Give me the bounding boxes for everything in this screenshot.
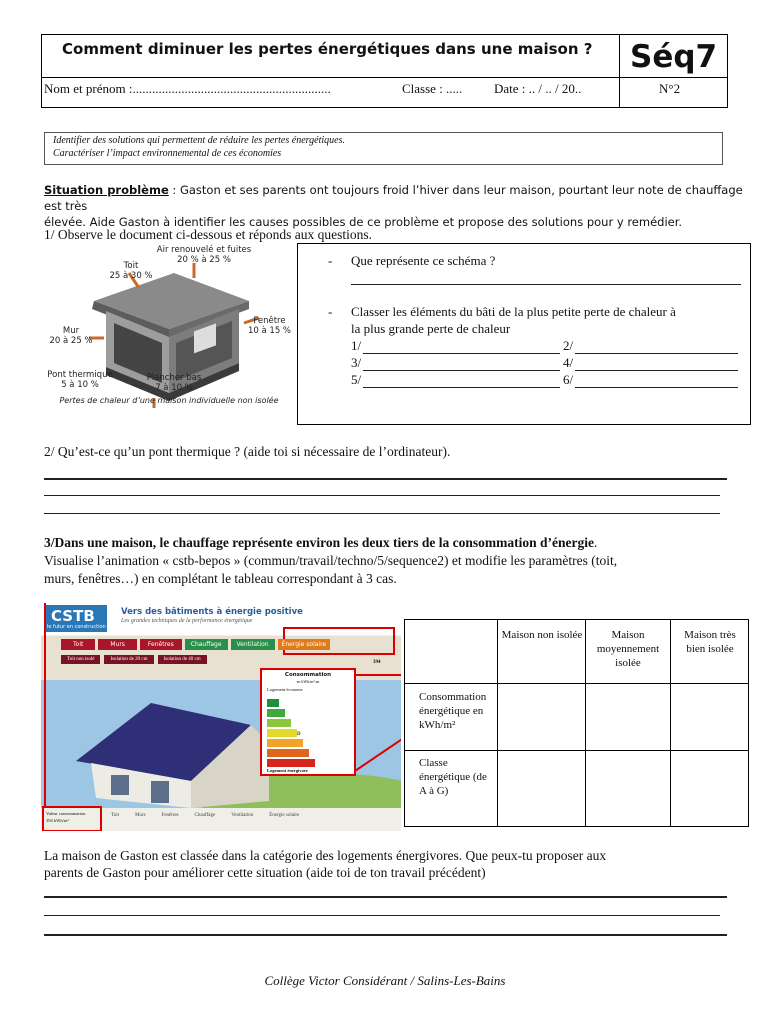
subtab-toit-non-isole[interactable]: Toit non isolé — [61, 655, 100, 664]
col-header-non-isolee: Maison non isolée — [501, 629, 583, 641]
date-field: Date : .. / .. / 20.. — [494, 81, 582, 96]
bullet-question-2: Classer les éléments du bâti de la plus petite perte de chaleur à — [351, 304, 676, 319]
banner-title: Vers des bâtiments à énergie positive — [121, 607, 303, 617]
tab-ventilation[interactable]: Ventilation — [231, 639, 275, 650]
slot-3: 3/ — [351, 355, 362, 370]
air-label: Air renouvelé et fuites 20 % à 25 % — [156, 245, 252, 265]
class-field: Classe : ..... — [402, 81, 463, 96]
cstb-animation-screenshot: CSTB le futur en construction Vers des bâtiments à énergie positive Les grandes techniques de la performance énergétique Toit Murs Fenêtres Chauffage Ventilation Énergie solaire Toit non isolé Isolation de 20 cm Isolation de 40 cm 394 Consommation en kWh/m².an Logement économe A B C D E F G Logement énergivore Valeur consommation 394 kWh/m² Toit Murs Fenêtres Chauffage Ventilation Énergie solaire — [41, 603, 401, 831]
results-table — [404, 619, 749, 827]
question-1-box: - Que représente ce schéma ? - Classer les éléments du bâti de la plus petite perte de chaleur à la plus grande perte de chaleur 1/ 2/ 3/ 4/ 5/ 6/ — [297, 243, 751, 425]
tab-murs[interactable]: Murs — [98, 639, 137, 650]
worksheet-title: Comment diminuer les pertes énergétiques dans une maison ? — [62, 40, 593, 58]
tab-chauffage[interactable]: Chauffage — [185, 639, 228, 650]
objective-1: Identifier des solutions qui permettent de réduire les pertes énergétiques. — [53, 135, 345, 146]
window-label: Fenêtre 10 à 15 % — [247, 316, 292, 336]
cstb-logo: CSTB — [51, 607, 95, 625]
answer-line — [44, 495, 720, 496]
col-header-moyennement-isolee: Maison moyennement isolée — [596, 629, 660, 669]
animation-subtabs — [61, 655, 207, 664]
sequence-label: Séq7 — [630, 39, 718, 75]
slot-1: 1/ — [351, 338, 362, 353]
question-1-heading: 1/ Observe le document ci-dessous et réponds aux questions. — [44, 227, 373, 242]
floor-label: Plancher bas 7 à 10 % — [146, 373, 202, 393]
slot-4: 4/ — [563, 355, 574, 370]
figure-caption: Pertes de chaleur d’une maison individuelle non isolée — [59, 396, 279, 405]
header-table — [41, 34, 728, 108]
tab-fenetres[interactable]: Fenêtres — [140, 639, 182, 650]
answer-line — [44, 934, 727, 936]
bottom-controls: Toit Murs Fenêtres Chauffage Ventilation Énergie solaire — [111, 813, 300, 818]
wall-label: Mur 20 à 25 % — [49, 326, 93, 346]
answer-line — [44, 915, 720, 916]
animation-tabs — [61, 639, 330, 650]
situation-label: Situation problème — [44, 183, 169, 197]
answer-line — [44, 896, 727, 898]
value-readout: 394 — [373, 660, 381, 665]
col-header-tres-bien-isolee: Maison très bien isolée — [684, 629, 736, 655]
subtab-isolation-20[interactable]: Isolation de 20 cm — [104, 655, 153, 664]
screenshot-image — [41, 603, 401, 831]
question-3-text: 3/Dans une maison, le chauffage représente environ les deux tiers de la consommation d’énergie. Visualise l’animation « cstb-bepos » (commun/travail/techno/5/sequence2) et modifie les paramètres (toit, murs, fenêtres…) en complétant le tableau correspondant à 3 cas. — [44, 535, 618, 586]
objectives-box — [44, 132, 723, 165]
energy-classes: A B C D E F G — [279, 702, 319, 767]
bullet-question-1: Que représente ce schéma ? — [351, 253, 496, 268]
question-2-heading: 2/ Qu’est-ce qu’un pont thermique ? (aide toi si nécessaire de l’ordinateur). — [44, 444, 451, 459]
answer-line — [44, 478, 727, 480]
answer-line — [44, 513, 720, 514]
corner-readout: Valeur consommation 394 kWh/m² — [46, 811, 86, 823]
objective-2: Caractériser l’impact environnemental de ces économies — [53, 148, 282, 159]
subtab-isolation-40[interactable]: Isolation de 40 cm — [158, 655, 207, 664]
conclusion-question: La maison de Gaston est classée dans la catégorie des logements énergivores. Que peux-tu proposer aux parents de Gaston pour améliorer cette situation (aide toi de ton travail précédent) — [44, 848, 607, 880]
row-header-classe: Classe énergétique (de A à G) — [419, 757, 487, 797]
roof-label: Toit 25 à 30 % — [109, 261, 153, 281]
slot-6: 6/ — [563, 372, 574, 387]
question-3-heading: 3/Dans une maison, le chauffage représente environ les deux tiers de la consommation d’énergie — [44, 535, 594, 550]
sheet-number: N°2 — [659, 81, 681, 96]
thermal-bridge-label: Pont thermique 5 à 10 % — [47, 370, 113, 390]
situation-paragraph: Situation problème : Gaston et ses parents ont toujours froid l’hiver dans leur maison, pourtant leur note de chauffage est très élevée. Aide Gaston à identifier les causes possibles de ce problème et propose des solutions pour y remédier. — [44, 183, 743, 229]
slot-5: 5/ — [351, 372, 362, 387]
name-field: Nom et prénom :............................................................. — [44, 81, 331, 96]
tab-toit[interactable]: Toit — [61, 639, 95, 650]
house-heat-loss-figure — [44, 243, 294, 413]
tab-energie-solaire[interactable]: Énergie solaire — [278, 639, 331, 650]
footer: Collège Victor Considérant / Salins-Les-Bains — [264, 973, 506, 988]
slot-2: 2/ — [563, 338, 574, 353]
conso-title: Consommation — [284, 672, 332, 678]
row-header-consommation: Consommation énergétique en kWh/m² — [419, 691, 487, 731]
